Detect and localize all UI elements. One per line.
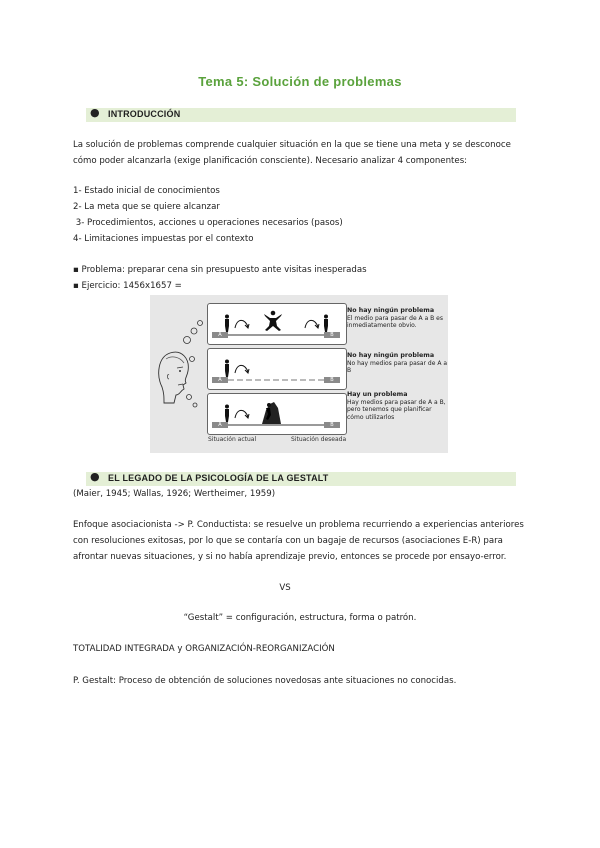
diagram-row-2 [207, 348, 347, 390]
diagram-note-3 [347, 391, 447, 421]
path-track [212, 377, 340, 383]
arrow-icon [304, 316, 320, 330]
component-4: 4- Limitaciones impuestas por el contexto [73, 234, 254, 244]
page-title: Tema 5: Solución de problemas [198, 74, 402, 89]
p-gestalt-line: P. Gestalt: Proceso de obtención de soluciones novedosas ante situaciones no conocidas. [73, 676, 457, 686]
arrow-icon [234, 316, 250, 330]
diagram-row-3 [207, 393, 347, 435]
person-icon [223, 404, 231, 422]
section-label: EL LEGADO DE LA PSICOLOGÍA DE LA GESTALT [108, 473, 329, 483]
path-bar [228, 424, 324, 426]
point-a-tag: A [212, 422, 228, 428]
arrow-icon [234, 406, 250, 420]
point-b-tag: B [324, 332, 340, 338]
component-2: 2- La meta que se quiere alcanzar [73, 202, 220, 212]
problem-diagram-figure [150, 295, 448, 453]
component-1: 1- Estado inicial de conocimientos [73, 186, 220, 196]
path-track [212, 422, 340, 428]
caption-current-situation: Situación actual [208, 436, 257, 443]
point-a-tag: A [212, 332, 228, 338]
path-track [212, 332, 340, 338]
jumping-person-icon [263, 310, 283, 332]
note-heading: No hay ningún problema [347, 307, 435, 314]
note-heading: Hay un problema [347, 391, 408, 398]
note-heading: No hay ningún problema [347, 352, 435, 359]
path-dashed-bar [228, 379, 324, 381]
totalidad-line: TOTALIDAD INTEGRADA y ORGANIZACIÓN-REORGANIZACIÓN [73, 644, 335, 654]
thinking-head-icon [156, 315, 208, 415]
diagram-note-1 [347, 307, 447, 330]
section-heading-introduccion [86, 108, 516, 122]
caption-desired-situation: Situación deseada [291, 436, 347, 443]
gestalt-definition: “Gestalt” = configuración, estructura, forma o patrón. [183, 613, 417, 623]
climbing-person-icon [260, 400, 282, 424]
component-3: 3- Procedimientos, acciones u operaciones necesarios (pasos) [73, 218, 343, 228]
arrow-icon [234, 361, 250, 375]
point-a-tag: A [212, 377, 228, 383]
section-heading-gestalt [86, 472, 516, 486]
person-icon [322, 314, 330, 332]
person-icon [223, 359, 231, 377]
person-icon [223, 314, 231, 332]
bullet-icon: ● [90, 106, 100, 119]
path-bar [228, 334, 324, 336]
example-problema: ▪ Problema: preparar cena sin presupuesto ante visitas inesperadas [73, 265, 367, 275]
enfoque-paragraph: Enfoque asociacionista -> P. Conductista: se resuelve un problema recurriendo a experiencias anteriores con resoluciones exitosas, por lo que se contaría con un bagaje de recursos (asociaciones E-R) para afrontar nuevas situaciones, y si no había aprendizaje previo, entonces se procede por ensayo-error. [73, 520, 524, 562]
note-text: El medio para pasar de A a B es inmediatamente obvio. [347, 314, 443, 329]
note-text: Hay medios para pasar de A a B, pero tenemos que planificar cómo utilizarlos [347, 398, 446, 421]
references: (Maier, 1945; Wallas, 1926; Wertheimer, 1959) [73, 489, 276, 499]
intro-paragraph: La solución de problemas comprende cualquier situación en la que se tiene una meta y se desconoce cómo poder alcanzarla (exige planificación consciente). Necesario analizar 4 componentes: [73, 140, 511, 166]
diagram-row-1 [207, 303, 347, 345]
diagram-note-2 [347, 352, 447, 375]
vs-label: VS [279, 583, 291, 593]
note-text: No hay medios para pasar de A a B [347, 359, 448, 374]
example-ejercicio: ▪ Ejercicio: 1456x1657 = [73, 281, 182, 291]
bullet-icon: ● [90, 470, 100, 483]
point-b-tag: B [324, 422, 340, 428]
section-label: INTRODUCCIÓN [108, 109, 181, 119]
point-b-tag: B [324, 377, 340, 383]
